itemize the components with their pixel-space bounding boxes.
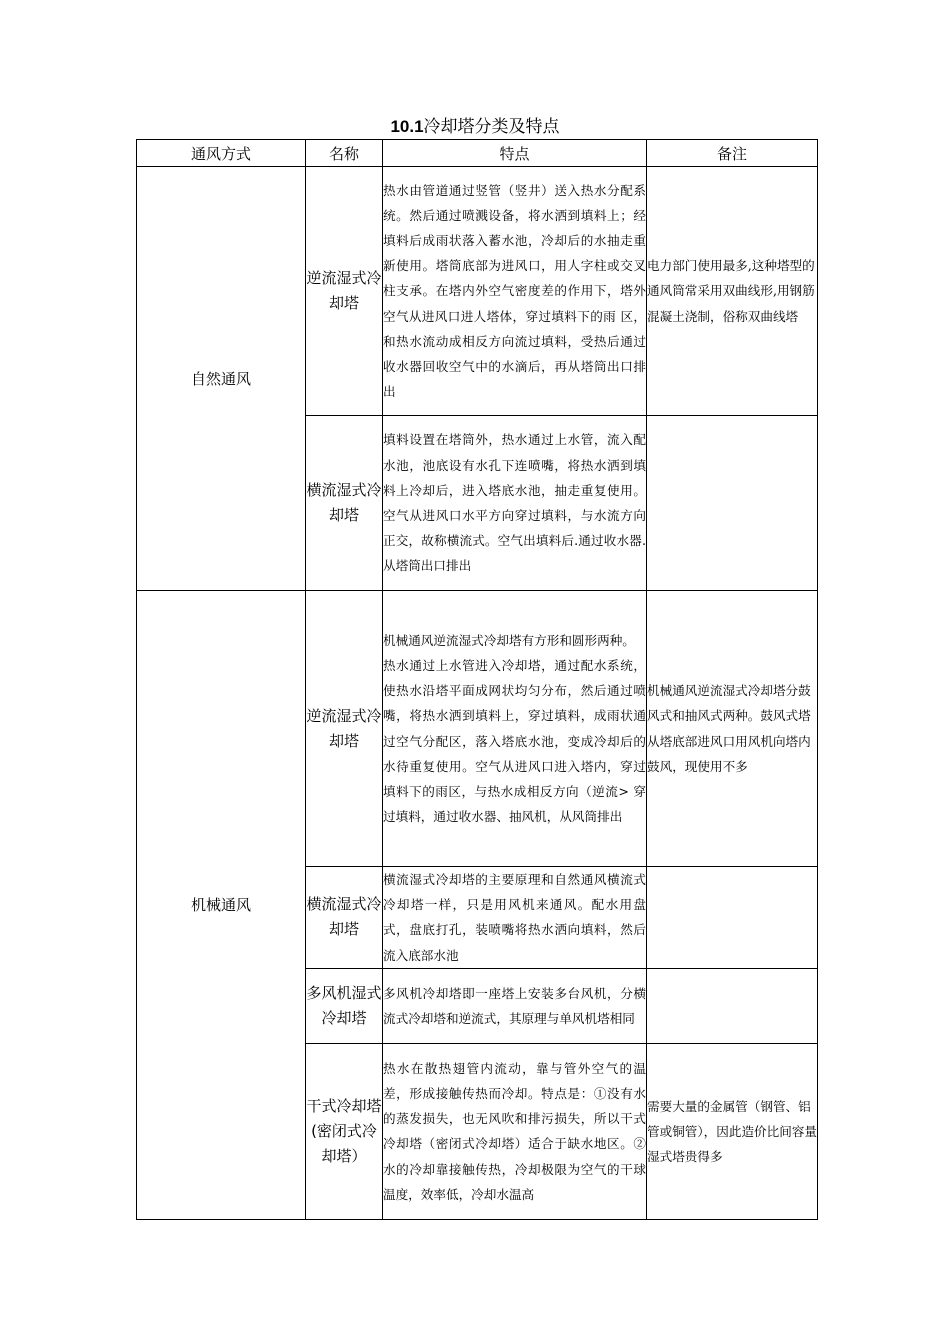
feature-text: 热水由管道通过竖管（竖井）送入热水分配系统。然后通过喷溅设备，将水洒到填料上；经填料后成雨状落入蓄水池，冷却后的水抽走重新使用。塔筒底部为进风口，用人字柱或交叉柱支承。在塔内外空气密度差的作用下，塔外空气从进风口进人塔体，穿过填料下的雨 区，和热水流动成相反方向流过填料，受热后通过收水器回收空气中的水滴后，再从塔筒出口排出 [383, 182, 646, 400]
tower-name: 横流湿式冷却塔 [306, 416, 383, 591]
header-row [137, 140, 818, 167]
cooling-tower-table [136, 139, 818, 1220]
header-notes: 备注 [647, 140, 818, 167]
tower-features [383, 1043, 647, 1219]
table-row [137, 591, 818, 867]
tower-name: 多风机湿式 冷却塔 [306, 968, 383, 1043]
tower-features [383, 167, 647, 416]
header-ventilation-mode: 通风方式 [137, 140, 306, 167]
table-row [137, 167, 818, 416]
tower-note: 电力部门使用最多,这种塔型的通风筒常采用双曲线形,用钢筋混凝土浇制，俗称双曲线塔 [647, 167, 818, 416]
tower-features [383, 867, 647, 969]
feature-text: 多风机冷却塔即一座塔上安装多台风机，分横流式冷却塔和逆流式，其原理与单风机塔相同 [383, 985, 646, 1026]
tower-features [383, 416, 647, 591]
title-text: 冷却塔分类及特点 [423, 117, 560, 137]
tower-features [383, 968, 647, 1043]
tower-note [647, 416, 818, 591]
tower-note: 机械通风逆流湿式冷却塔分鼓风式和抽风式两种。鼓风式塔从塔底部进风口用风机向塔内鼓风，现使用不多 [647, 591, 818, 867]
feature-text: 机械通风逆流湿式冷却塔有方形和圆形两种。 [383, 632, 635, 648]
ventilation-mode-mechanical: 机械通风 [137, 591, 306, 1220]
title-number: 10.1 [390, 117, 424, 136]
ventilation-mode-natural: 自然通风 [137, 167, 306, 591]
tower-features [383, 591, 647, 867]
header-features: 特点 [383, 140, 647, 167]
feature-text: 横流湿式冷却塔的主要原理和自然通风横流式冷却塔一样，只是用风机来通风。配水用盘式，盘底打孔，装喷嘴将热水洒向填料，然后流入底部水池 [383, 872, 646, 963]
tower-note [647, 968, 818, 1043]
tower-note [647, 867, 818, 969]
feature-text: 热水在散热翅管内流动，靠与管外空气的温差，形成接触传热而冷却。特点是：①没有水的蒸发损失，也无风吹和排污损失，所以干式冷却塔（密闭式冷却塔）适合于缺水地区。②水的冷却靠接触传热，冷却极限为空气的干球温度，效率低，冷却水温高 [383, 1060, 646, 1202]
tower-name: 逆流湿式冷却塔 [306, 591, 383, 867]
tower-name: 干式冷却塔(密闭式冷却塔） [306, 1043, 383, 1219]
tower-name: 逆流湿式冷却塔 [306, 167, 383, 416]
tower-note: 需要大量的金属管（钢管、铝管或铜管），因此造价比间容量湿式塔贵得多 [647, 1043, 818, 1219]
header-name: 名称 [306, 140, 383, 167]
tower-name: 横流湿式冷却塔 [306, 867, 383, 969]
page-title [0, 116, 950, 138]
feature-text: 热水通过上水管进入冷却塔，通过配水系统，使热水沿塔平面成网状均匀分布，然后通过喷嘴，将热水洒到填料上，穿过填料，成雨状通过空气分配区，落入塔底水池，变成冷却后的水待重复使用。空气从进风口进入塔内，穿过填料下的雨区，与热水成相反方向（逆流> 穿过填料，通过收水器、抽风机，从风筒排出 [383, 657, 646, 825]
feature-text: 填料设置在塔筒外，热水通过上水管，流入配水池，池底设有水孔下连喷嘴，将热水洒到填料上冷却后，进入塔底水池，抽走重复使用。空气从进风口水平方向穿过填料，与水流方向正交，故称横流式。空气出填料后.通过收水器.从塔筒出口排出 [383, 432, 646, 574]
